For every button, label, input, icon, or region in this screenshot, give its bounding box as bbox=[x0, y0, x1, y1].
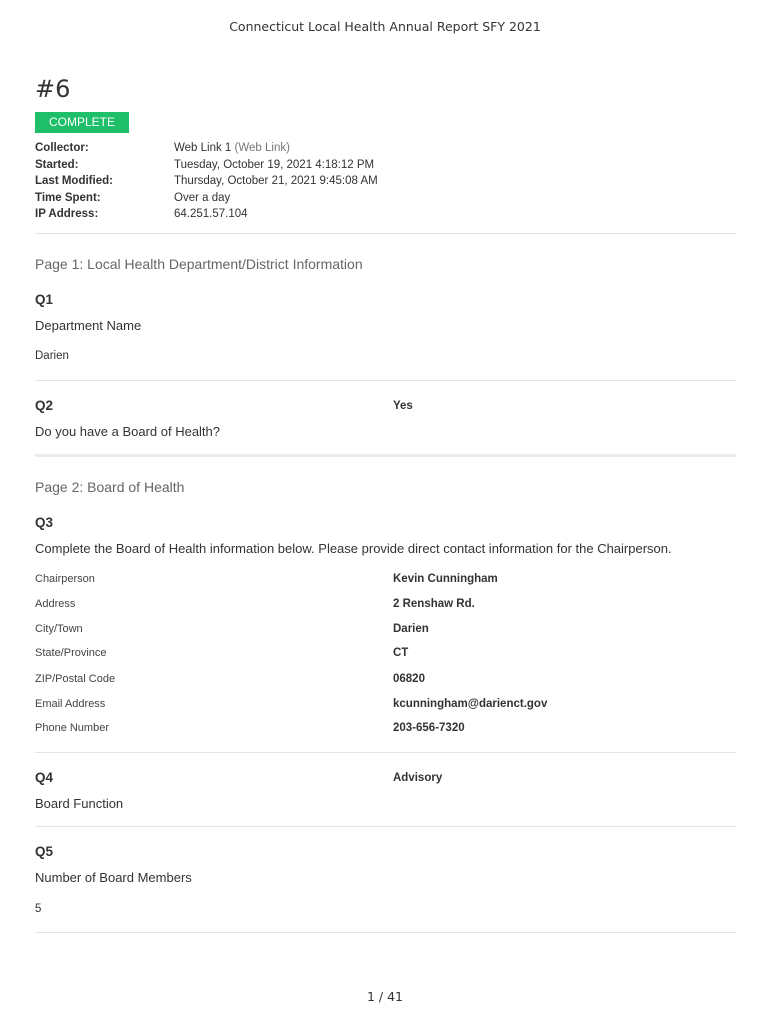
collector-label: Collector: bbox=[35, 142, 89, 154]
q1-answer: Darien bbox=[35, 350, 69, 362]
q1-number: Q1 bbox=[35, 292, 54, 307]
time-spent-row bbox=[35, 190, 378, 207]
q3-field-value: kcunningham@darienct.gov bbox=[393, 698, 548, 710]
document-title: Connecticut Local Health Annual Report SFY 2021 bbox=[229, 19, 541, 34]
divider bbox=[35, 826, 736, 827]
q5-answer: 5 bbox=[35, 903, 42, 915]
time-spent-label: Time Spent: bbox=[35, 191, 101, 204]
divider bbox=[35, 380, 736, 381]
last-modified-row bbox=[35, 173, 378, 190]
page-number: 1 / 41 bbox=[366, 989, 404, 1004]
started-value: Tuesday, October 19, 2021 4:18:12 PM bbox=[174, 158, 375, 171]
q3-field-label: City/Town bbox=[35, 623, 83, 635]
collector-value: Web Link 1 bbox=[174, 142, 232, 154]
q4-answer: Advisory bbox=[393, 772, 443, 784]
time-spent-value: Over a day bbox=[174, 191, 231, 204]
q3-number: Q3 bbox=[35, 515, 54, 530]
q4-question: Board Function bbox=[35, 796, 124, 811]
q3-question: Complete the Board of Health information below. Please provide direct contact information for the Chairperson. bbox=[35, 541, 672, 556]
q2-answer: Yes bbox=[393, 400, 413, 412]
started-label: Started: bbox=[35, 158, 79, 171]
ip-address-value: 64.251.57.104 bbox=[174, 208, 248, 220]
last-modified-label: Last Modified: bbox=[35, 175, 113, 187]
q3-field-label: Address bbox=[35, 598, 76, 610]
divider bbox=[35, 932, 736, 933]
q5-number: Q5 bbox=[35, 844, 54, 859]
q3-field-value: Kevin Cunningham bbox=[393, 573, 498, 585]
q3-field-label: Email Address bbox=[35, 698, 106, 710]
q5-question: Number of Board Members bbox=[35, 870, 192, 885]
started-row bbox=[35, 157, 378, 174]
q3-field-label: ZIP/Postal Code bbox=[35, 673, 116, 685]
q3-field-value: 2 Renshaw Rd. bbox=[393, 598, 475, 610]
ip-address-label: IP Address: bbox=[35, 208, 99, 220]
collector-type: (Web Link) bbox=[234, 142, 290, 154]
q3-field-label: State/Province bbox=[35, 647, 107, 659]
status-badge: COMPLETE bbox=[35, 112, 129, 133]
q3-field-value: 203-656-7320 bbox=[393, 722, 465, 734]
q2-number: Q2 bbox=[35, 398, 54, 413]
page-divider bbox=[35, 454, 736, 457]
page-1-heading: Page 1: Local Health Department/District Information bbox=[35, 256, 363, 272]
q4-number: Q4 bbox=[35, 770, 54, 785]
q3-field-value: CT bbox=[393, 647, 409, 659]
q3-field-label: Phone Number bbox=[35, 722, 109, 734]
ip-address-row bbox=[35, 206, 378, 223]
page-2-heading: Page 2: Board of Health bbox=[35, 479, 185, 495]
q1-question: Department Name bbox=[35, 318, 142, 333]
last-modified-value: Thursday, October 21, 2021 9:45:08 AM bbox=[174, 175, 378, 187]
q2-question: Do you have a Board of Health? bbox=[35, 424, 221, 439]
response-metadata bbox=[35, 140, 378, 223]
q3-field-value: Darien bbox=[393, 623, 429, 635]
collector-row bbox=[35, 140, 378, 157]
q3-field-label: Chairperson bbox=[35, 573, 95, 585]
response-id: #6 bbox=[35, 75, 71, 103]
q3-field-value: 06820 bbox=[393, 673, 425, 685]
divider bbox=[35, 752, 736, 753]
divider bbox=[35, 233, 736, 234]
